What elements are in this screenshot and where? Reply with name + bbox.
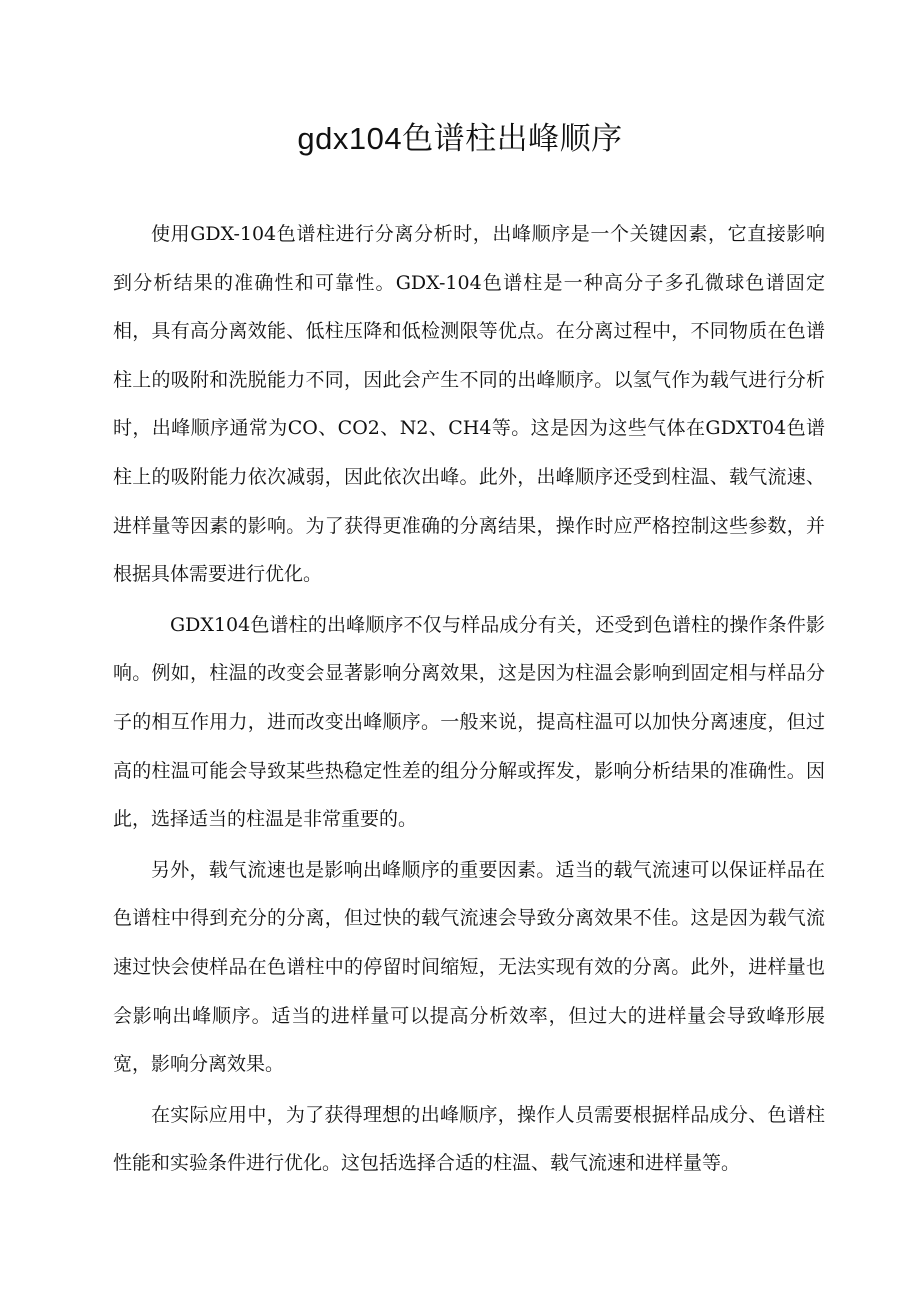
paragraph-4: 在实际应用中，为了获得理想的出峰顺序，操作人员需要根据样品成分、色谱柱性能和实验条件进行优化。这包括选择合适的柱温、载气流速和进样量等。 — [113, 1103, 825, 1175]
paragraph-2: GDX104色谱柱的出峰顺序不仅与样品成分有关，还受到色谱柱的操作条件影响。例如，柱温的改变会显著影响分离效果，这是因为柱温会影响到固定相与样品分子的相互作用力，进而改变出峰顺序。一般来说，提高柱温可以加快分离速度，但过高的柱温可能会导致某些热稳定性差的组分分解或挥发，影响分析结果的准确性。因此，选择适当的柱温是非常重要的。 — [113, 613, 825, 831]
document-body — [113, 210, 825, 1188]
paragraph-1: 使用GDX-104色谱柱进行分离分析时，出峰顺序是一个关键因素，它直接影响到分析结果的准确性和可靠性。GDX-104色谱柱是一种高分子多孔微球色谱固定相，具有高分离效能、低柱压降和低检测限等优点。在分离过程中，不同物质在色谱柱上的吸附和洗脱能力不同，因此会产生不同的出峰顺序。以氢气作为载气进行分析时，出峰顺序通常为CO、CO2、N2、CH4等。这是因为这些气体在GDXT04色谱柱上的吸附能力依次减弱，因此依次出峰。此外，出峰顺序还受到柱温、载气流速、进样量等因素的影响。为了获得更准确的分离结果，操作时应严格控制这些参数，并根据具体需要进行优化。 — [113, 223, 825, 586]
paragraph-3: 另外，载气流速也是影响出峰顺序的重要因素。适当的载气流速可以保证样品在色谱柱中得到充分的分离，但过快的载气流速会导致分离效果不佳。这是因为载气流速过快会使样品在色谱柱中的停留时间缩短，无法实现有效的分离。此外，进样量也会影响出峰顺序。适当的进样量可以提高分析效率，但过大的进样量会导致峰形展宽，影响分离效果。 — [113, 858, 825, 1076]
document-title: gdx104色谱柱出峰顺序 — [297, 121, 623, 156]
